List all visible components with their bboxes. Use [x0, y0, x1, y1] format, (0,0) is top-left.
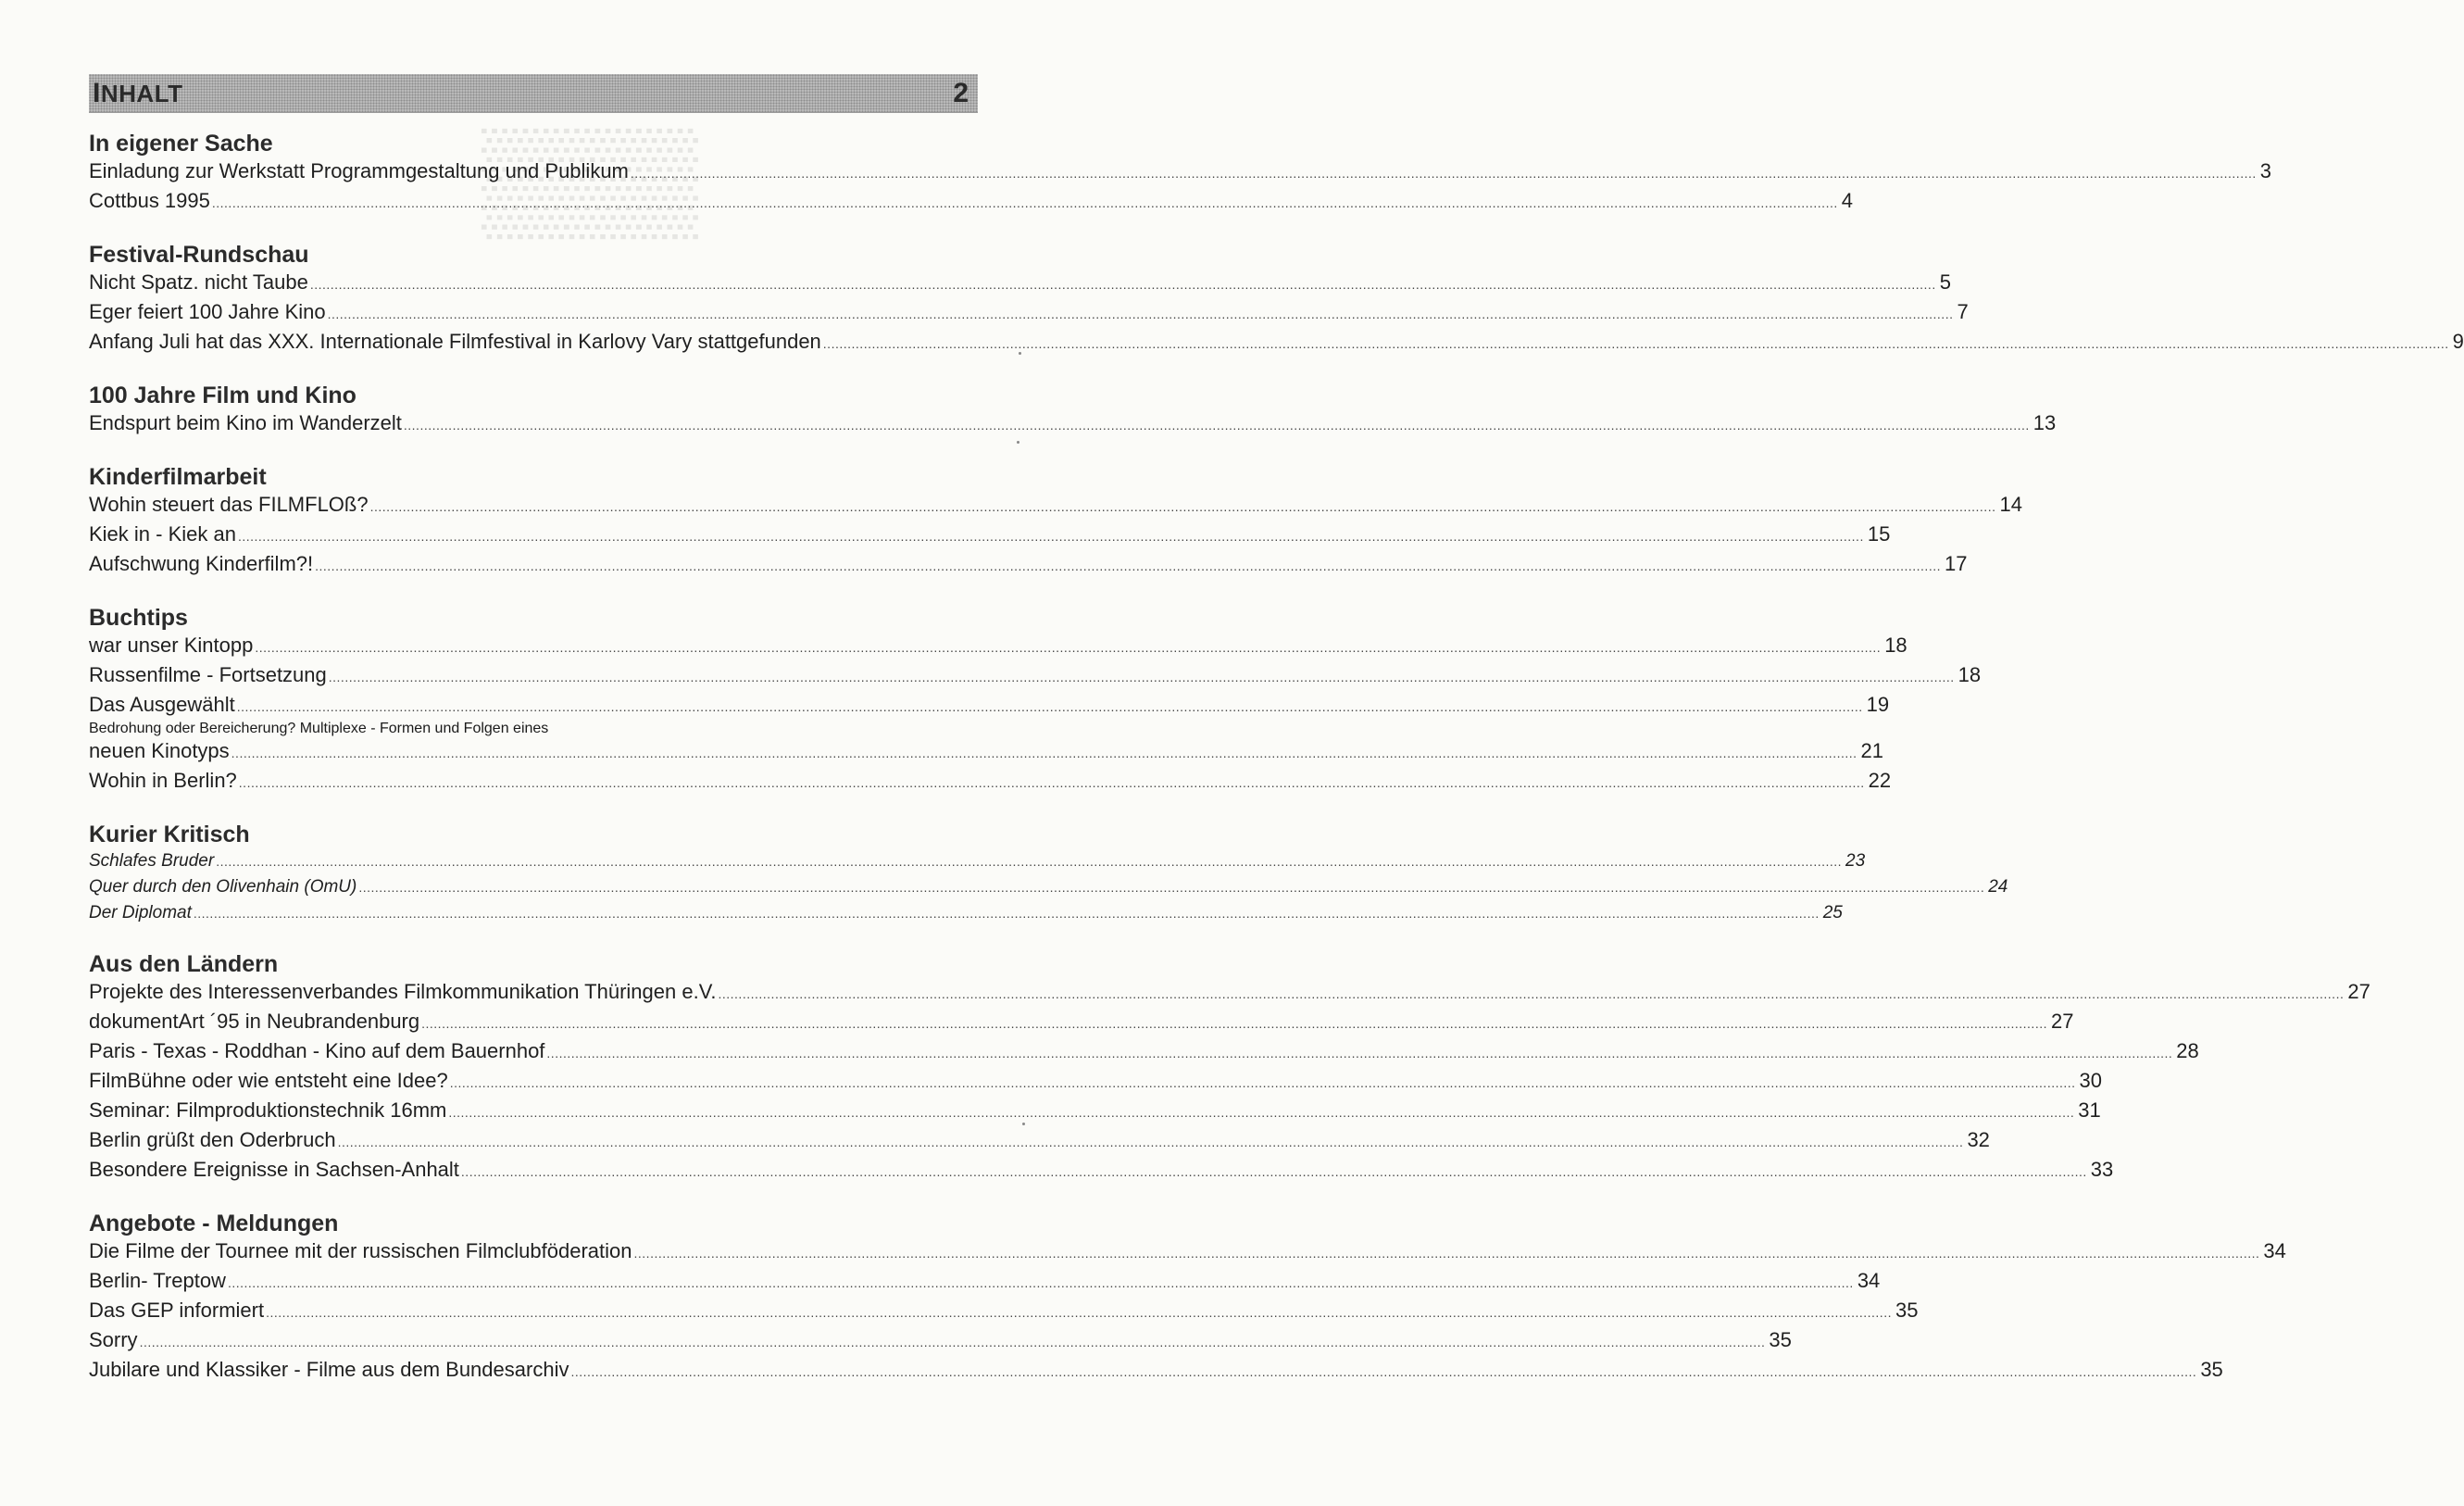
toc-entry[interactable] — [89, 187, 1853, 217]
toc-entry[interactable] — [89, 550, 1968, 580]
dot-leader: ................................................................................................................................................................................................................................................................................................................................................................................................................ — [211, 195, 1838, 210]
toc-section — [89, 602, 1982, 797]
entry-page-number: 34 — [2263, 1239, 2286, 1262]
dot-leader: ................................................................................................................................................................................................................................................................................................................................................................................................................ — [193, 906, 1820, 921]
section-title: Aus den Ländern — [89, 951, 279, 977]
dot-leader: ................................................................................................................................................................................................................................................................................................................................................................................................................ — [358, 880, 1985, 895]
dot-leader: ................................................................................................................................................................................................................................................................................................................................................................................................................ — [237, 529, 1864, 544]
entry-page-number: 17 — [1944, 552, 1968, 575]
speck — [1017, 441, 1019, 444]
toc-entry[interactable] — [89, 767, 1892, 797]
entry-title: Jubilare und Klassiker - Filme aus dem Bundesarchiv — [89, 1358, 569, 1381]
dot-leader: ................................................................................................................................................................................................................................................................................................................................................................................................................ — [630, 166, 2257, 181]
header-bar — [89, 74, 978, 113]
entry-title: war unser Kintopp — [89, 634, 254, 657]
entry-title: Der Diplomat — [89, 903, 192, 922]
toc-entry[interactable] — [89, 328, 2464, 358]
entry-title: Das GEP informiert — [89, 1299, 265, 1322]
entry-title: Russenfilme - Fortsetzung — [89, 663, 327, 686]
entry-page-number: 30 — [2079, 1069, 2103, 1092]
toc-section — [89, 1208, 2286, 1386]
toc-entry[interactable] — [89, 1097, 2101, 1126]
toc-entry[interactable] — [89, 900, 1843, 926]
dot-leader: ................................................................................................................................................................................................................................................................................................................................................................................................................ — [238, 775, 1865, 790]
toc-entry[interactable] — [89, 1156, 2114, 1186]
entry-page-number: 28 — [2176, 1039, 2199, 1062]
toc-entry[interactable] — [89, 1297, 1919, 1326]
entry-page-number: 35 — [1769, 1328, 1792, 1351]
entry-page-number: 27 — [2347, 980, 2370, 1003]
toc-section — [89, 948, 2370, 1186]
dot-leader: ................................................................................................................................................................................................................................................................................................................................................................................................................ — [546, 1046, 2173, 1060]
entry-page-number: 23 — [1845, 851, 1866, 871]
dot-leader: ................................................................................................................................................................................................................................................................................................................................................................................................................ — [337, 1135, 1964, 1149]
toc-entry[interactable] — [89, 737, 1884, 767]
entry-title: Endspurt beim Kino im Wanderzelt — [89, 411, 402, 434]
toc-entry[interactable] — [89, 1267, 1881, 1297]
toc-entry[interactable] — [89, 1237, 2286, 1267]
entry-page-number: 15 — [1867, 522, 1891, 546]
toc-entry[interactable] — [89, 521, 1891, 550]
toc-section — [89, 461, 2022, 580]
dot-leader: ................................................................................................................................................................................................................................................................................................................................................................................................................ — [822, 336, 2449, 351]
toc-entry[interactable] — [89, 874, 2008, 900]
table-of-contents — [89, 128, 2464, 1408]
entry-title: Projekte des Interessenverbandes Filmkommunikation Thüringen e.V. — [89, 980, 717, 1003]
toc-entry[interactable] — [89, 269, 1951, 298]
entry-page-number: 19 — [1866, 693, 1890, 716]
entry-title: Quer durch den Olivenhain (OmU) — [89, 877, 357, 897]
toc-section — [89, 128, 2271, 217]
entry-page-number: 4 — [1841, 189, 1853, 212]
toc-entry[interactable] — [89, 691, 1890, 721]
page-number: 2 — [953, 77, 969, 108]
entry-page-number: 21 — [1860, 739, 1884, 762]
section-title: Kurier Kritisch — [89, 822, 250, 847]
entry-title: Das Ausgewählt — [89, 693, 235, 716]
entry-page-number: 33 — [2090, 1158, 2114, 1181]
entry-title: Besondere Ereignisse in Sachsen-Anhalt — [89, 1158, 459, 1181]
toc-entry[interactable] — [89, 157, 2271, 187]
entry-page-number: 14 — [1999, 493, 2022, 516]
entry-title: Berlin grüßt den Oderbruch — [89, 1128, 336, 1151]
entry-page-number: 32 — [1967, 1128, 1990, 1151]
section-title: Buchtips — [89, 605, 188, 631]
entry-page-number: 18 — [1884, 634, 1907, 657]
dot-leader: ................................................................................................................................................................................................................................................................................................................................................................................................................ — [449, 1075, 2076, 1090]
toc-entry[interactable] — [89, 491, 2022, 521]
entry-page-number: 34 — [1857, 1269, 1881, 1292]
section-title: In eigener Sache — [89, 131, 273, 157]
entry-title: Paris - Texas - Roddhan - Kino auf dem Bauernhof — [89, 1039, 545, 1062]
dot-leader: ................................................................................................................................................................................................................................................................................................................................................................................................................ — [231, 746, 1857, 760]
entry-page-number: 35 — [2200, 1358, 2223, 1381]
entry-title: Seminar: Filmproduktionstechnik 16mm — [89, 1098, 447, 1122]
entry-title: Sorry — [89, 1328, 138, 1351]
toc-entry[interactable] — [89, 1356, 2223, 1386]
show-through-decoration: ▒▒▒ — [482, 122, 698, 235]
toc-entry[interactable] — [89, 409, 2057, 439]
toc-entry[interactable] — [89, 661, 1982, 691]
dot-leader: ................................................................................................................................................................................................................................................................................................................................................................................................................ — [139, 1335, 1766, 1349]
section-title: Kinderfilmarbeit — [89, 464, 267, 490]
dot-leader: ................................................................................................................................................................................................................................................................................................................................................................................................................ — [227, 1275, 1854, 1290]
toc-entry[interactable] — [89, 1067, 2103, 1097]
dot-leader: ................................................................................................................................................................................................................................................................................................................................................................................................................ — [255, 640, 1882, 655]
section-title: Angebote - Meldungen — [89, 1211, 339, 1236]
entry-title: Cottbus 1995 — [89, 189, 210, 212]
entry-page-number: 3 — [2259, 159, 2271, 182]
dot-leader: ................................................................................................................................................................................................................................................................................................................................................................................................................ — [718, 986, 2345, 1001]
speck — [1022, 1123, 1025, 1125]
section-title: 100 Jahre Film und Kino — [89, 383, 356, 408]
entry-title: FilmBühne oder wie entsteht eine Idee? — [89, 1069, 448, 1092]
toc-entry[interactable] — [89, 1008, 2074, 1037]
entry-title: Eger feiert 100 Jahre Kino — [89, 300, 326, 323]
dot-leader: ................................................................................................................................................................................................................................................................................................................................................................................................................ — [315, 558, 1941, 573]
toc-entry[interactable] — [89, 1037, 2199, 1067]
toc-entry[interactable] — [89, 1126, 1990, 1156]
entry-title: Aufschwung Kinderfilm?! — [89, 552, 314, 575]
entry-page-number: 7 — [1957, 300, 1969, 323]
entry-page-number: 18 — [1957, 663, 1982, 686]
toc-entry[interactable] — [89, 632, 1907, 661]
dot-leader: ................................................................................................................................................................................................................................................................................................................................................................................................................ — [327, 307, 1954, 321]
entry-page-number: 9 — [2452, 330, 2464, 353]
dot-leader: ................................................................................................................................................................................................................................................................................................................................................................................................................ — [570, 1364, 2197, 1379]
dot-leader: ................................................................................................................................................................................................................................................................................................................................................................................................................ — [448, 1105, 2075, 1120]
entry-title: Schlafes Bruder — [89, 851, 215, 871]
toc-entry-first-line: Bedrohung oder Bereicherung? Multiplexe - Formen und Folgen eines — [89, 721, 549, 736]
entry-page-number: 24 — [1988, 877, 2008, 897]
toc-section — [89, 380, 2057, 439]
entry-title: Nicht Spatz. nicht Taube — [89, 270, 308, 294]
entry-title: Kiek in - Kiek an — [89, 522, 236, 546]
toc-entry[interactable] — [89, 1326, 1792, 1356]
toc-section — [89, 819, 2008, 926]
entry-page-number: 5 — [1939, 270, 1951, 294]
entry-page-number: 35 — [1895, 1299, 1919, 1322]
entry-title: dokumentArt ´95 in Neubrandenburg — [89, 1010, 420, 1033]
section-title: Festival-Rundschau — [89, 242, 309, 268]
toc-section — [89, 239, 2464, 358]
page-title: INHALT — [93, 77, 183, 108]
entry-title: Berlin- Treptow — [89, 1269, 226, 1292]
dot-leader: ................................................................................................................................................................................................................................................................................................................................................................................................................ — [421, 1016, 2047, 1031]
entry-title: Die Filme der Tournee mit der russischen Filmclubföderation — [89, 1239, 632, 1262]
entry-title: Wohin in Berlin? — [89, 769, 237, 792]
entry-page-number: 25 — [1822, 903, 1843, 922]
toc-entry[interactable] — [89, 848, 1866, 874]
entry-title: Anfang Juli hat das XXX. Internationale Filmfestival in Karlovy Vary stattgefunden — [89, 330, 821, 353]
dot-leader: ................................................................................................................................................................................................................................................................................................................................................................................................................ — [236, 699, 1863, 714]
dot-leader: ................................................................................................................................................................................................................................................................................................................................................................................................................ — [460, 1164, 2087, 1179]
toc-entry[interactable] — [89, 298, 1969, 328]
speck — [1019, 352, 1021, 355]
dot-leader: ................................................................................................................................................................................................................................................................................................................................................................................................................ — [403, 418, 2030, 433]
dot-leader: ................................................................................................................................................................................................................................................................................................................................................................................................................ — [369, 499, 1996, 514]
dot-leader: ................................................................................................................................................................................................................................................................................................................................................................................................................ — [309, 277, 1936, 292]
dot-leader: ................................................................................................................................................................................................................................................................................................................................................................................................................ — [216, 854, 1843, 869]
entry-page-number: 27 — [2050, 1010, 2074, 1033]
entry-page-number: 13 — [2032, 411, 2057, 434]
toc-entry[interactable] — [89, 978, 2370, 1008]
entry-title: neuen Kinotyps — [89, 739, 230, 762]
entry-page-number: 22 — [1868, 769, 1892, 792]
entry-title: Wohin steuert das FILMFLOß? — [89, 493, 369, 516]
dot-leader: ................................................................................................................................................................................................................................................................................................................................................................................................................ — [266, 1305, 1892, 1320]
entry-page-number: 31 — [2078, 1098, 2101, 1122]
entry-title: Einladung zur Werkstatt Programmgestaltung und Publikum — [89, 159, 629, 182]
dot-leader: ................................................................................................................................................................................................................................................................................................................................................................................................................ — [328, 670, 1955, 684]
dot-leader: ................................................................................................................................................................................................................................................................................................................................................................................................................ — [633, 1246, 2260, 1261]
